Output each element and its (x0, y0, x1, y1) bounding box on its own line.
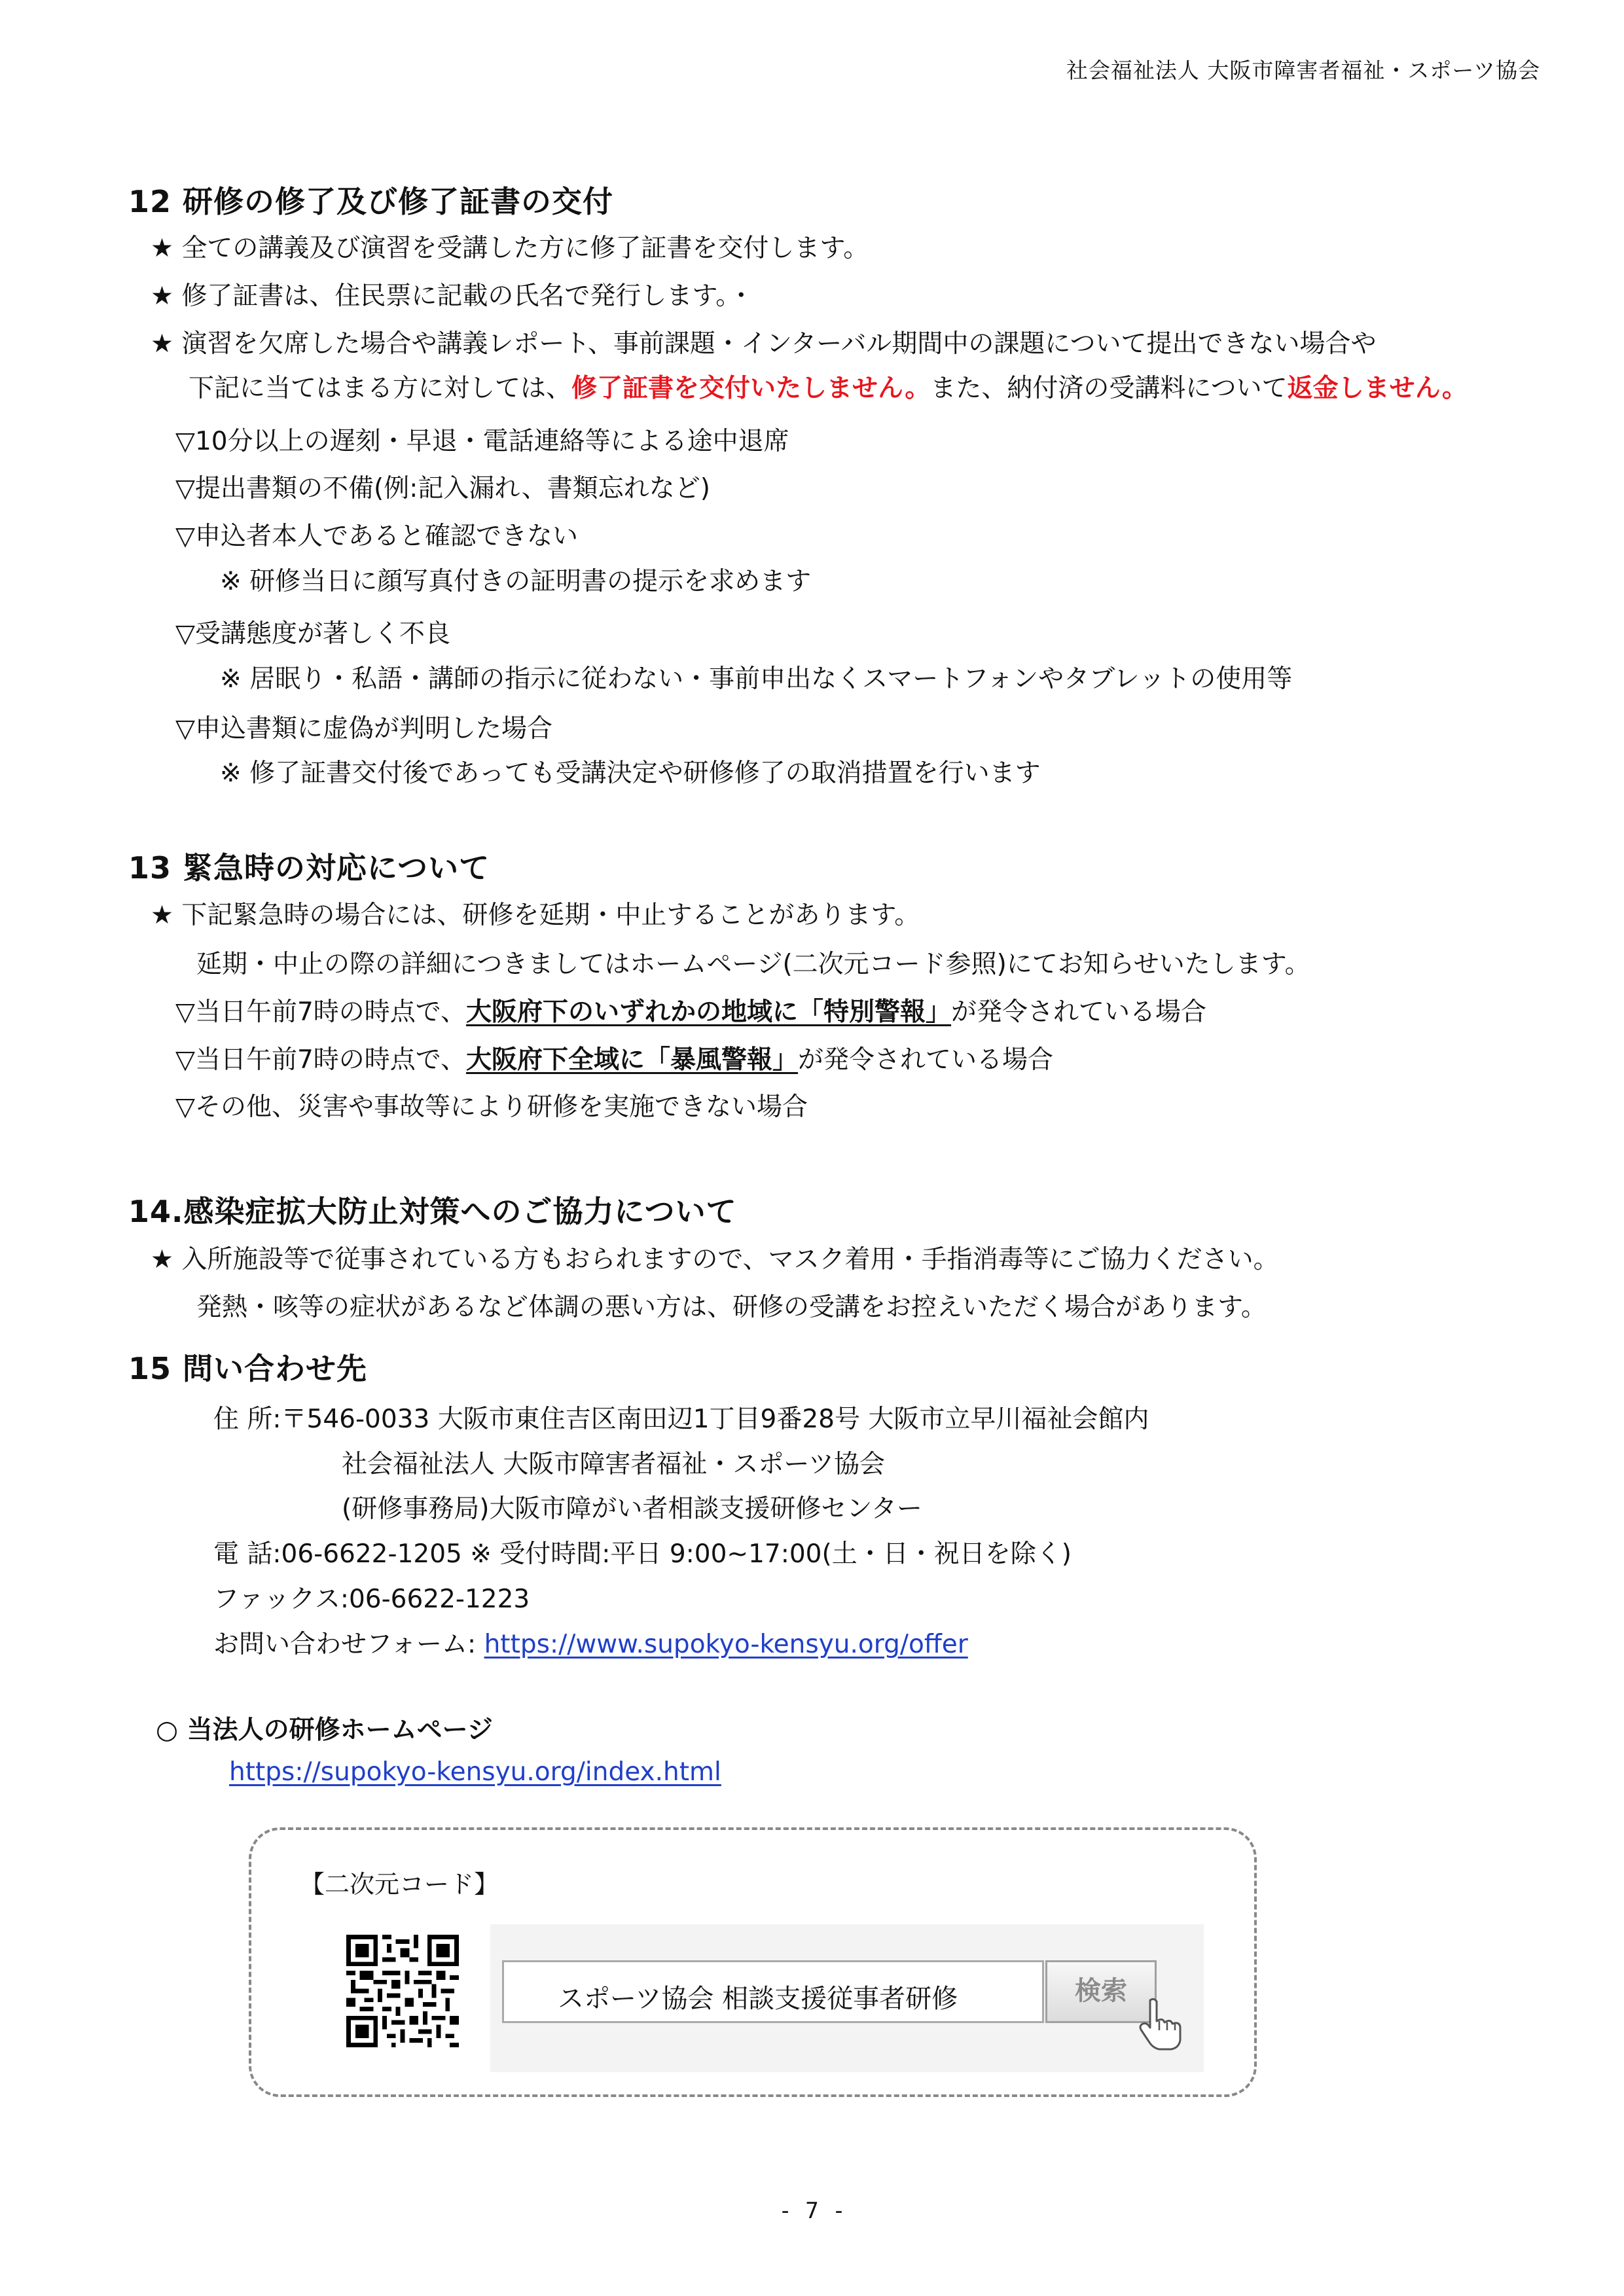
s13-item-2-tail: が発令されている場合 (798, 1045, 1054, 1075)
special-warning-condition: 大阪府下のいずれかの地域に「特別警報」 (466, 997, 952, 1027)
contact-office: (研修事務局)大阪市障がい者相談支援研修センター (342, 1494, 922, 1524)
search-field (502, 1960, 1044, 2023)
s12-item-1: ▽10分以上の遅刻・早退・電話連絡等による途中退席 (175, 427, 789, 456)
search-button: 検索 (1045, 1960, 1157, 2023)
s12-item-5-note: ※ 修了証書交付後であっても受講決定や研修修了の取消措置を行います (220, 759, 1041, 788)
qr-code-label: 【二次元コード】 (300, 1870, 499, 1899)
s12-bullet-1: ★ 全ての講義及び演習を受講した方に修了証書を交付します。 (151, 234, 869, 263)
s12-item-2: ▽提出書類の不備(例:記入漏れ、書類忘れなど) (175, 474, 710, 503)
s14-bullet-1-continued: 発熱・咳等の症状があるなど体調の悪い方は、研修の受講をお控えいただく場合があります。 (196, 1293, 1267, 1322)
storm-warning-condition: 大阪府下全域に「暴風警報」 (466, 1045, 799, 1075)
s13-item-1-lead: ▽当日午前7時の時点で、 (175, 997, 467, 1027)
search-illustration (490, 1924, 1204, 2072)
qr-code-icon[interactable] (346, 1935, 459, 2047)
s14-bullet-1: ★ 入所施設等で従事されている方もおられますので、マスク着用・手指消毒等にご協力ください。 (151, 1245, 1279, 1274)
header-organization: 社会福祉法人 大阪市障害者福祉・スポーツ協会 (1066, 58, 1540, 83)
address-value: 〒546-0033 大阪市東住吉区南田辺1丁目9番28号 大阪市立早川福祉会館内 (281, 1405, 1149, 1434)
s12-bullet-2: ★ 修了証書は、住民票に記載の氏名で発行します。・ (151, 281, 754, 311)
contact-fax: ファックス:06-6622-1223 (213, 1585, 530, 1614)
s12-item-5: ▽申込書類に虚偽が判明した場合 (175, 714, 552, 744)
s12-cont-text-a: 下記に当てはまる方に対しては、 (189, 374, 572, 403)
s13-bullet-1-continued: 延期・中止の際の詳細につきましてはホームページ(二次元コード参照)にてお知らせいたします。 (196, 950, 1310, 979)
telephone-label: 電 話: (213, 1539, 281, 1569)
address-label: 住 所: (213, 1405, 281, 1434)
no-certificate-warning: 修了証書を交付いたしません。 (571, 374, 931, 403)
s13-item-3: ▽その他、災害や事故等により研修を実施できない場合 (175, 1092, 808, 1122)
s12-item-3: ▽申込者本人であると確認できない (175, 522, 578, 551)
s13-item-1 (175, 992, 1206, 1028)
homepage-link[interactable]: https://supokyo-kensyu.org/index.html (229, 1757, 721, 1787)
s12-cont-text-b: また、納付済の受講料について (930, 374, 1288, 403)
s13-item-2-lead: ▽当日午前7時の時点で、 (175, 1045, 467, 1075)
s12-item-4-note: ※ 居眠り・私語・講師の指示に従わない・事前申出なくスマートフォンやタブレットの使用等 (220, 664, 1293, 694)
page-number: - 7 - (778, 2198, 846, 2224)
contact-address (213, 1399, 1149, 1435)
s13-item-2 (175, 1039, 1053, 1076)
s12-item-4: ▽受講態度が著しく不良 (175, 619, 450, 649)
contact-form-label: お問い合わせフォーム: (213, 1630, 484, 1659)
s13-bullet-1: ★ 下記緊急時の場合には、研修を延期・中止することがあります。 (151, 901, 920, 930)
s13-item-1-tail: が発令されている場合 (951, 997, 1207, 1027)
s12-bullet-3-continued (189, 368, 1468, 404)
section-13-title: 13 緊急時の対応について (128, 850, 490, 886)
contact-organization: 社会福祉法人 大阪市障害者福祉・スポーツ協会 (342, 1450, 885, 1479)
s12-item-3-note: ※ 研修当日に顔写真付きの証明書の提示を求めます (220, 567, 812, 596)
section-15-title: 15 問い合わせ先 (128, 1351, 368, 1386)
contact-form (213, 1624, 968, 1660)
qr-code-panel (249, 1827, 1257, 2097)
telephone-value: 06-6622-1205 ※ 受付時間:平日 9:00~17:00(土・日・祝日を除く) (281, 1539, 1072, 1569)
section-14-title: 14.感染症拡大防止対策へのご協力について (128, 1194, 737, 1229)
search-field-text: スポーツ協会 相談支援従事者研修 (558, 1984, 958, 2014)
contact-telephone (213, 1534, 1072, 1570)
contact-form-link[interactable]: https://www.supokyo-kensyu.org/offer (484, 1630, 968, 1659)
s12-bullet-3: ★ 演習を欠席した場合や講義レポート、事前課題・インターバル期間中の課題について提出できない場合や (151, 329, 1377, 359)
section-12-title: 12 研修の修了及び修了証書の交付 (128, 184, 614, 219)
homepage-title: ○ 当法人の研修ホームページ (156, 1715, 493, 1745)
no-refund-warning: 返金しません。 (1287, 374, 1468, 403)
pointing-hand-icon (1138, 1996, 1184, 2051)
